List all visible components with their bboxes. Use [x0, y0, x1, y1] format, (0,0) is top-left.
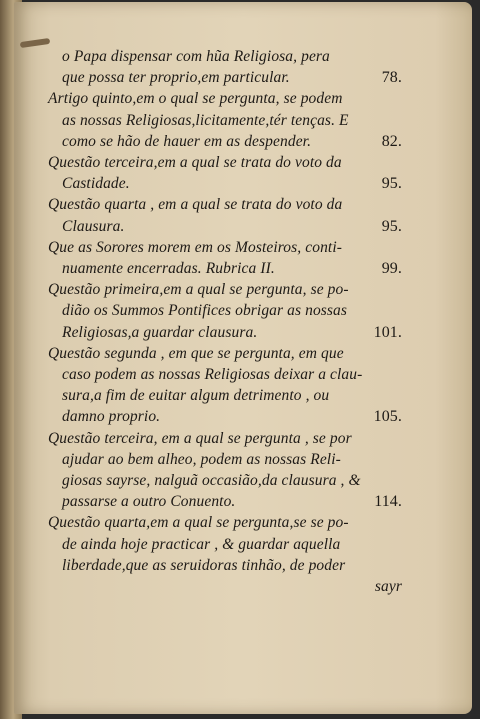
- entry-line: liberdade,que as seruidoras tinhão, de poder: [62, 556, 346, 574]
- entry-line: Questão terceira,em a qual se trata do voto da: [48, 154, 342, 172]
- entry-line: damno proprio. 105.: [48, 406, 402, 427]
- entry-line: passarse a outro Conuento. 114.: [48, 491, 402, 512]
- table-of-contents: [48, 46, 402, 597]
- binding-thread: [20, 38, 51, 48]
- entry-line: giosas sayrse, nalguã occasião,da clausura , &: [62, 472, 361, 490]
- entry-line: como se hão de hauer em as despender. 82.: [48, 131, 402, 152]
- catchword-line: [48, 576, 402, 597]
- entry-line: que possa ter proprio,em particular. 78.: [48, 67, 402, 88]
- page-number: 99.: [381, 260, 402, 278]
- toc-entry: [48, 512, 402, 597]
- entry-line: sura,a fim de euitar algum detrimento , ou: [62, 387, 330, 405]
- toc-entry: [48, 279, 402, 343]
- toc-entry: [48, 88, 402, 152]
- toc-entry: [48, 428, 402, 513]
- entry-line: Questão primeira,em a qual se pergunta, se po-: [48, 281, 349, 299]
- book-page: [14, 2, 472, 714]
- entry-line: Questão segunda , em que se pergunta, em que: [48, 344, 344, 362]
- entry-line: Religiosas,a guardar clausura. 101.: [48, 322, 402, 343]
- entry-line: Questão quarta,em a qual se pergunta,se se po-: [48, 514, 349, 532]
- page-number: 95.: [381, 175, 402, 193]
- entry-line: ajudar ao bem alheo, podem as nossas Reli-: [62, 450, 341, 468]
- page-number: 105.: [373, 408, 402, 426]
- page-number: 82.: [381, 132, 402, 150]
- entry-line: dião os Summos Pontifices obrigar as nossas: [62, 302, 348, 320]
- entry-line: Questão terceira, em a qual se pergunta , se por: [48, 429, 352, 447]
- entry-line: as nossas Religiosas,licitamente,tér tenças. E: [62, 111, 349, 129]
- entry-line: Questão quarta , em a qual se trata do voto da: [48, 196, 343, 214]
- entry-line: Castidade. 95.: [48, 173, 402, 194]
- toc-entry: [48, 237, 402, 279]
- toc-entry: [48, 152, 402, 194]
- page-number: 95.: [381, 217, 402, 235]
- page-number: 101.: [373, 323, 402, 341]
- page-number: 78.: [381, 69, 402, 87]
- toc-entry: [48, 46, 402, 88]
- entry-line: caso podem as nossas Religiosas deixar a clau-: [62, 366, 363, 384]
- entry-line: nuamente encerradas. Rubrica II. 99.: [48, 258, 402, 279]
- toc-entry: [48, 194, 402, 236]
- entry-line: Clausura. 95.: [48, 216, 402, 237]
- entry-line: de ainda hoje practicar , & guardar aquella: [62, 535, 341, 553]
- entry-line: Artigo quinto,em o qual se pergunta, se podem: [48, 90, 343, 108]
- entry-line: Que as Sorores morem em os Mosteiros, conti-: [48, 238, 342, 256]
- page-number: 114.: [374, 493, 402, 511]
- toc-entry: [48, 343, 402, 428]
- entry-line: o Papa dispensar com hũa Religiosa, pera: [62, 48, 330, 65]
- catchword: sayr: [374, 578, 402, 596]
